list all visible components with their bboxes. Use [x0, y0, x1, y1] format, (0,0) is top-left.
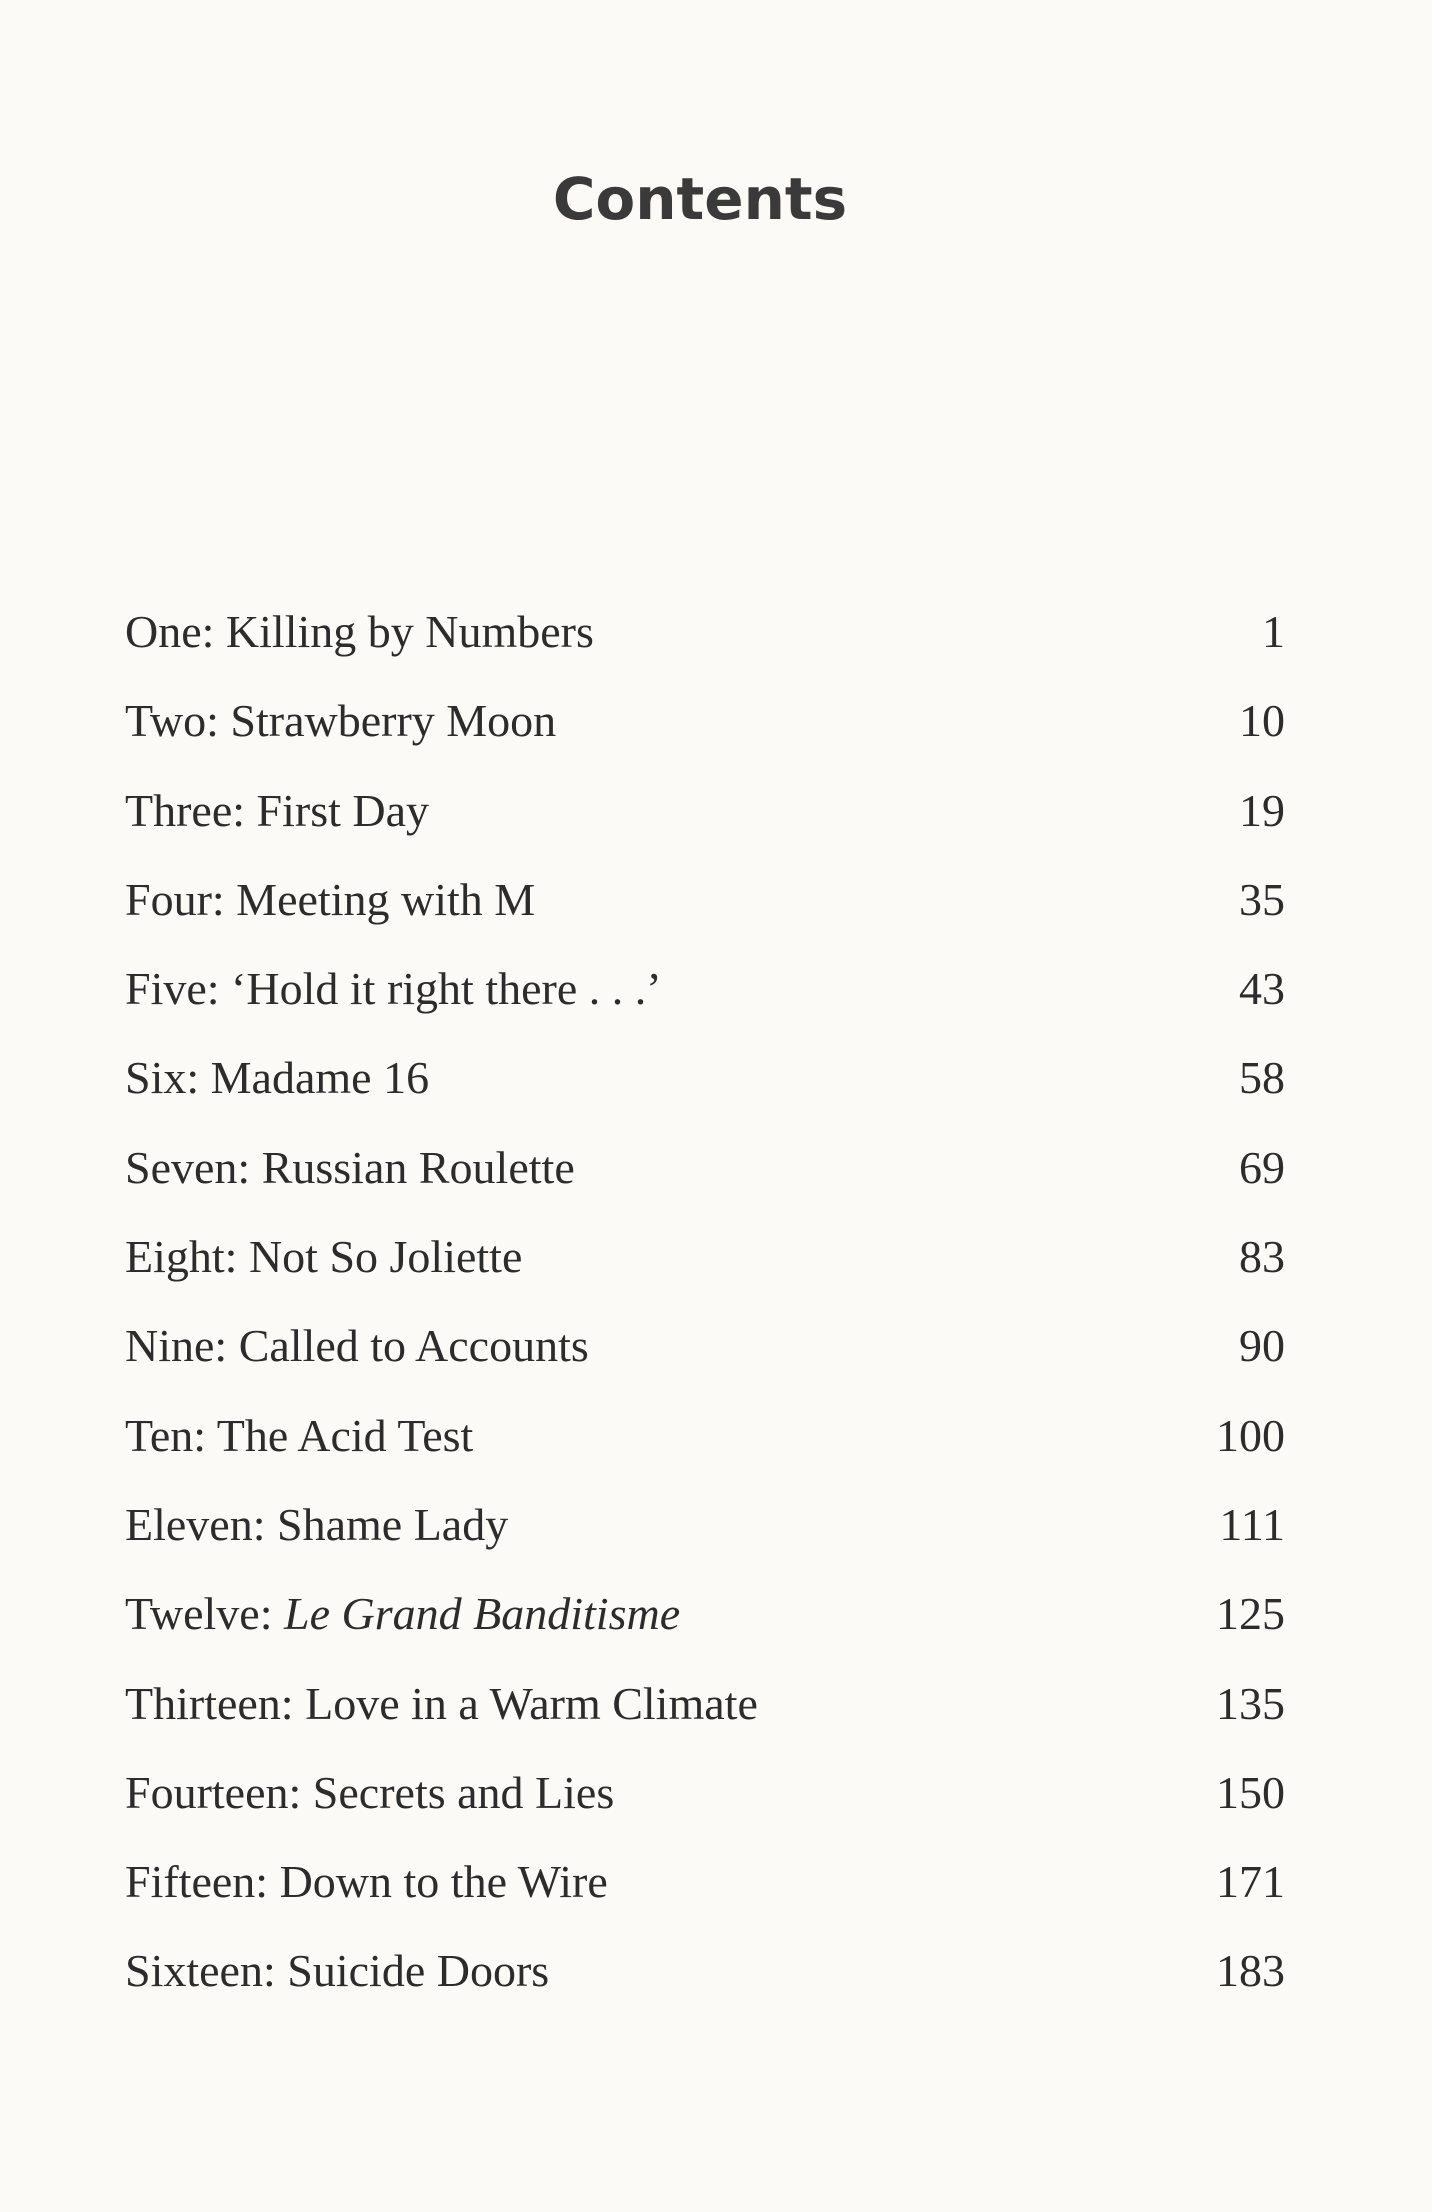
page-number: 69: [1239, 1141, 1285, 1193]
toc-entry: [125, 1498, 1285, 1587]
chapter-title: Two: Strawberry Moon: [125, 695, 557, 747]
chapter-title: Four: Meeting with M: [125, 873, 536, 925]
table-of-contents: [125, 605, 1285, 2034]
chapter-title: Five: ‘Hold it right there . . .’: [125, 963, 662, 1015]
page-number: 150: [1216, 1766, 1285, 1818]
page-number: 1: [1262, 606, 1285, 657]
toc-entry: [125, 694, 1285, 783]
toc-entry: [125, 1051, 1285, 1140]
chapter-title: Ten: The Acid Test: [125, 1409, 474, 1461]
chapter-title: One: Killing by Numbers: [125, 606, 594, 657]
chapter-title-prefix: Twelve:: [125, 1588, 285, 1640]
toc-entry: [125, 873, 1285, 962]
chapter-title: Nine: Called to Accounts: [125, 1320, 589, 1372]
page-number: 111: [1219, 1498, 1285, 1550]
page-number: 90: [1239, 1320, 1285, 1372]
toc-entry: [125, 1141, 1285, 1230]
page-number: 58: [1239, 1052, 1285, 1104]
chapter-title: Six: Madame 16: [125, 1052, 430, 1104]
toc-entry: [125, 784, 1285, 873]
page-title: Contents: [552, 165, 848, 233]
chapter-title: Eleven: Shame Lady: [125, 1498, 509, 1550]
page-number: 100: [1216, 1409, 1285, 1461]
page-number: 19: [1239, 784, 1285, 836]
chapter-title: Fifteen: Down to the Wire: [125, 1856, 608, 1908]
toc-entry: [125, 1677, 1285, 1766]
page-number: 125: [1216, 1588, 1285, 1640]
toc-entry: [125, 1944, 1285, 2033]
toc-entry: [125, 1319, 1285, 1408]
page-number: 43: [1239, 963, 1285, 1015]
chapter-title: Fourteen: Secrets and Lies: [125, 1766, 615, 1818]
chapter-title: Thirteen: Love in a Warm Climate: [125, 1677, 758, 1729]
toc-entry: [125, 1587, 1285, 1676]
chapter-title: Seven: Russian Roulette: [125, 1141, 575, 1193]
toc-entry: [125, 1766, 1285, 1855]
toc-entry: [125, 1855, 1285, 1944]
page-number: 35: [1239, 873, 1285, 925]
chapter-title: [125, 1587, 680, 1640]
chapter-title: Sixteen: Suicide Doors: [125, 1945, 550, 1997]
page-number: 183: [1216, 1945, 1285, 1997]
chapter-title: Eight: Not So Joliette: [125, 1231, 523, 1283]
page-number: 171: [1216, 1856, 1285, 1908]
toc-entry: [125, 1230, 1285, 1319]
toc-entry: [125, 962, 1285, 1051]
chapter-title: Three: First Day: [125, 784, 430, 836]
page-number: 10: [1239, 695, 1285, 747]
toc-entry: [125, 1409, 1285, 1498]
chapter-title-italic: Le Grand Banditisme: [284, 1588, 681, 1640]
page-number: 83: [1239, 1231, 1285, 1283]
page-number: 135: [1216, 1677, 1285, 1729]
toc-entry: [125, 605, 1285, 694]
